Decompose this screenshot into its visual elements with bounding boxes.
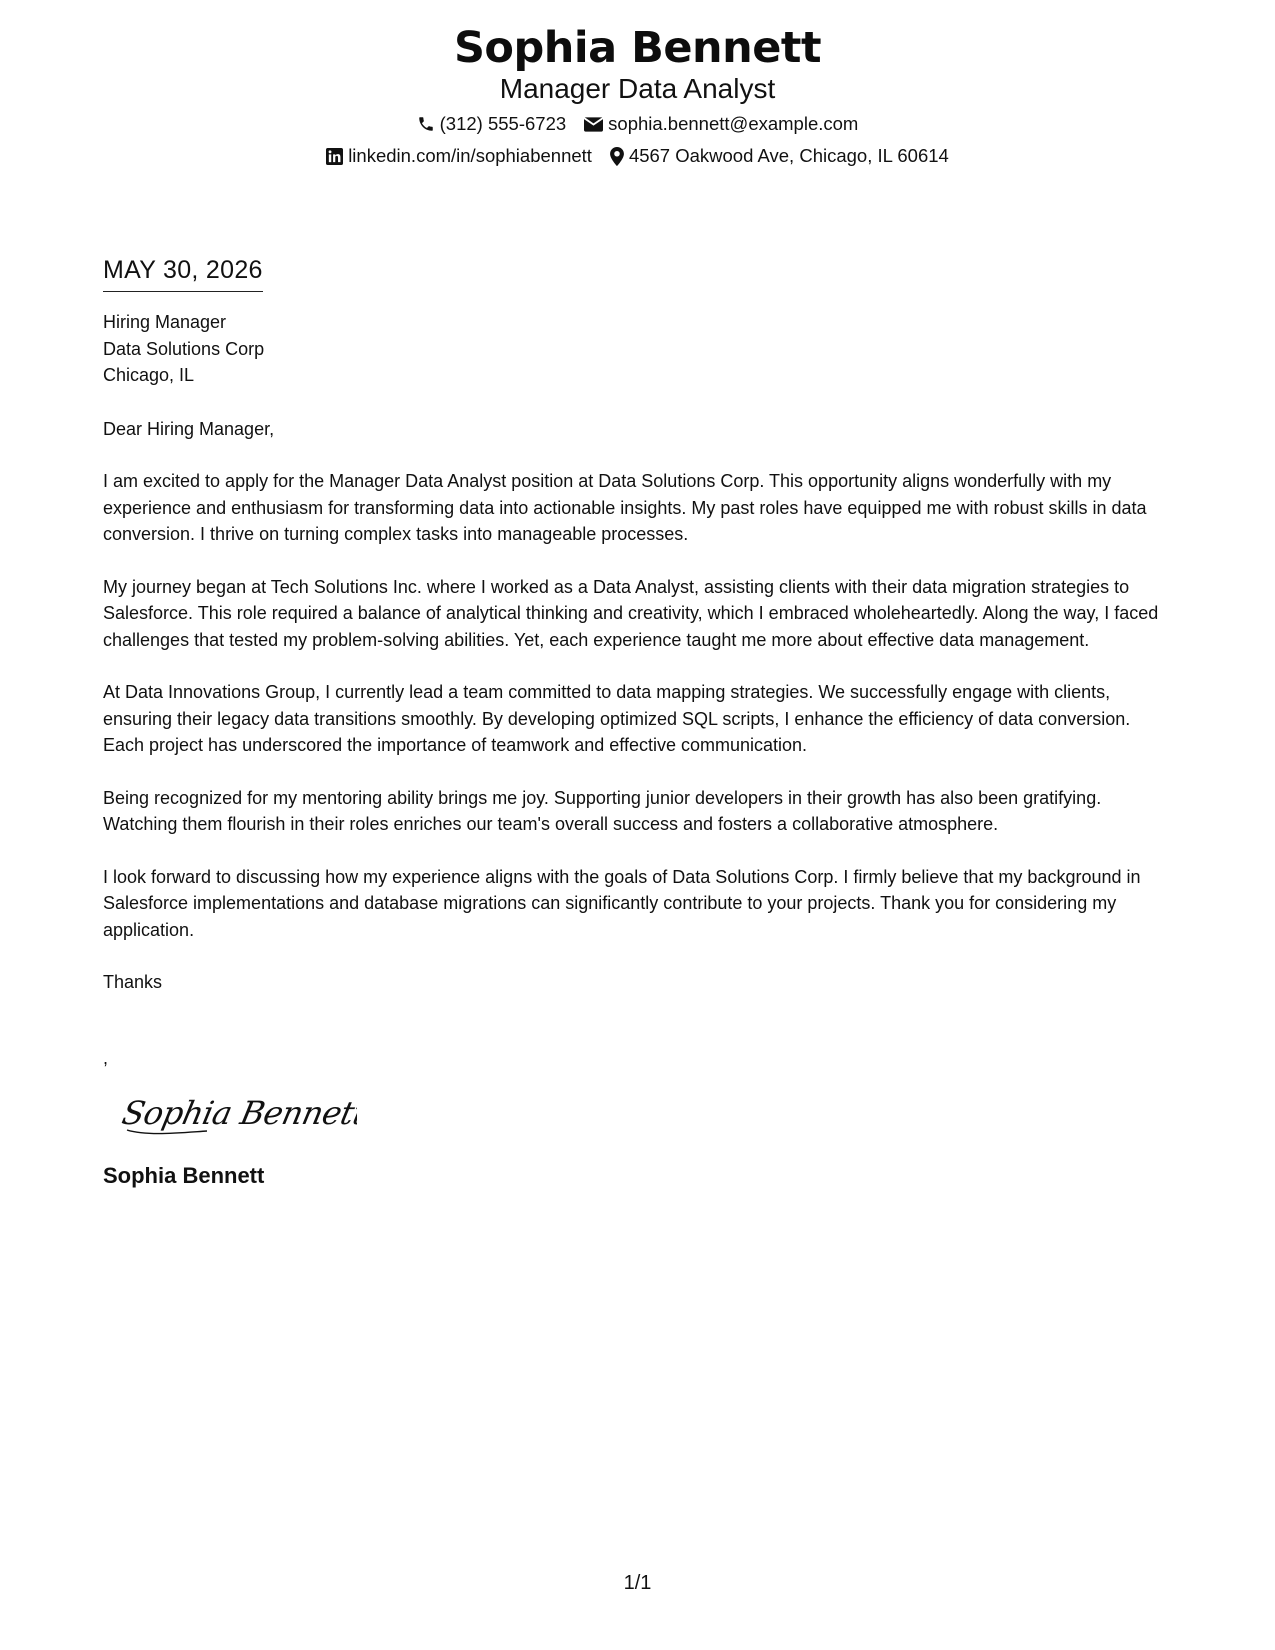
applicant-role: Manager Data Analyst [499,73,776,104]
address-text: 4567 Oakwood Ave, Chicago, IL 60614 [628,145,949,166]
linkedin-text[interactable]: linkedin.com/in/sophiabennett [348,145,592,166]
paragraph-text: Being recognized for my mentoring ability brings me joy. Supporting junior developers in their growth has also been gratifying. Watching them flourish in their roles enriches our team's overall success and fosters a collaborative atmosphere. [103,787,1102,834]
signature-image [117,1084,357,1144]
map-pin-icon [610,147,624,166]
contact-row-secondary [0,144,1275,168]
applicant-name: Sophia Bennett [453,23,822,73]
paragraph-current-role [103,679,1173,759]
closing-comma: , [103,1047,109,1068]
recipient-company: Data Solutions Corp [103,338,265,359]
letter-header [0,22,1275,168]
greeting: Dear Hiring Manager, [103,418,275,439]
paragraph-text: At Data Innovations Group, I currently lead a team committed to data mapping strategies. We successfully engage with clients, ensuring their legacy data transitions smoothly. By developing optimized SQL scripts, I enhance the efficiency of data conversion. Each project has underscored the importance of teamwork and effective communication. [103,682,1131,755]
phone-contact [417,112,567,136]
recipient-location: Chicago, IL [103,365,195,385]
linkedin-contact[interactable] [326,144,592,168]
contact-row-primary [0,112,1275,136]
handwritten-signature [117,1084,357,1144]
phone-icon [417,115,435,133]
signature-script: Sophia Bennett [118,1093,357,1132]
paragraph-text: I look forward to discussing how my experience aligns with the goals of Data Solutions Corp. I firmly believe that my background in Salesforce implementations and database migrations can significantly contribute to your projects. Thank you for considering my application. [103,866,1141,940]
recipient-title: Hiring Manager [103,312,227,332]
paragraph-text: I am excited to apply for the Manager Data Analyst position at Data Solutions Corp. This opportunity aligns wonderfully with my experience and enthusiasm for transforming data into actionable insights. My past roles have equipped me with robust skills in data conversion. I thrive on turning complex tasks into manageable processes. [103,471,1147,544]
paragraph-text: My journey began at Tech Solutions Inc. where I worked as a Data Analyst, assisting clients with their data migration strategies to Salesforce. This role required a balance of analytical thinking and creativity, which I embraced wholeheartedly. Along the way, I faced challenges that tested my problem-solving abilities. Yet, each experience taught me more about effective data management. [103,576,1159,650]
signer-name: Sophia Bennett [103,1162,265,1188]
address-contact [610,144,949,168]
phone-text: (312) 555-6723 [439,113,567,134]
paragraph-journey [103,574,1173,654]
paragraph-mentoring [103,785,1173,838]
letter-date: MAY 30, 2026 [103,254,263,292]
email-text[interactable]: sophia.bennett@example.com [608,113,859,134]
linkedin-icon [326,148,343,165]
envelope-icon [584,117,603,132]
paragraph-closing [103,864,1173,944]
page-indicator: 1/1 [623,1572,652,1594]
closing-word: Thanks [103,972,163,992]
paragraph-intro [103,468,1173,548]
letter-body [103,254,1173,1190]
email-contact[interactable] [584,112,858,136]
recipient-block [103,309,1173,389]
